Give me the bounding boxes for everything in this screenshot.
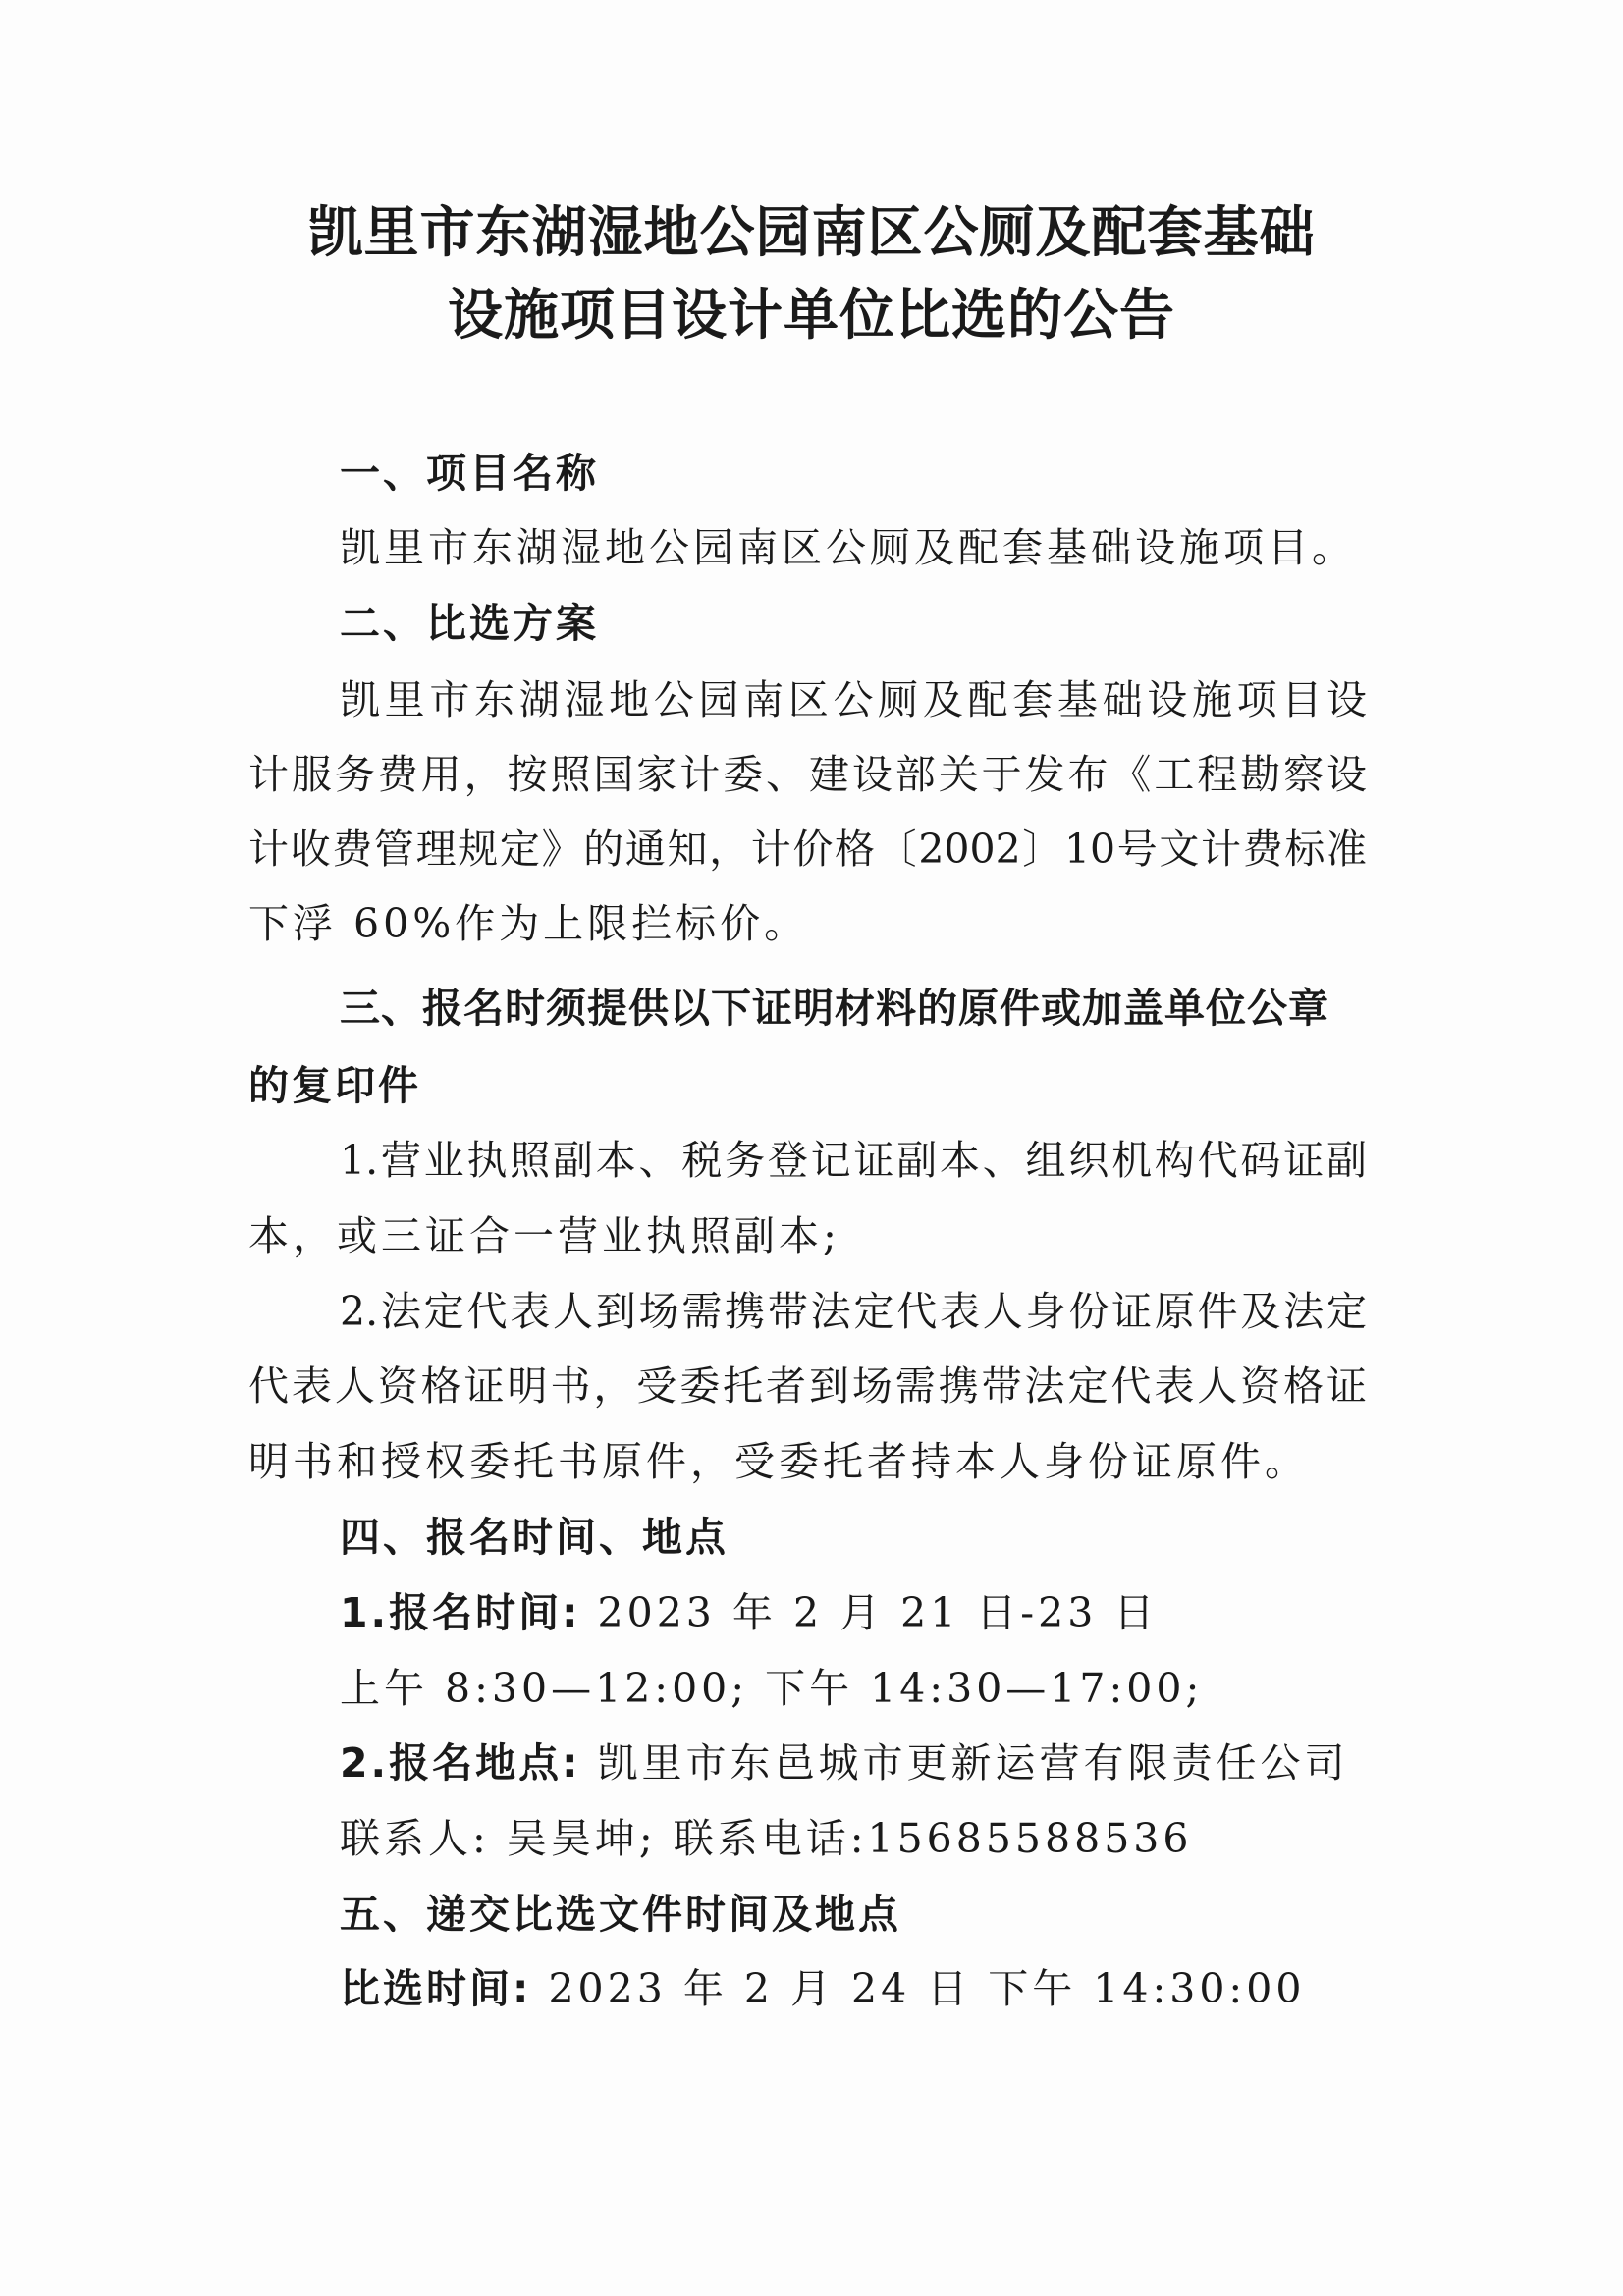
section-3-item-2-line-3: 明书和授权委托书原件，受委托者持本人身份证原件。 [248,1438,1309,1485]
section-2-heading: 二、比选方案 [340,600,599,647]
section-4-heading: 四、报名时间、地点 [340,1514,729,1561]
section-3-heading-line-2: 的复印件 [248,1062,421,1109]
section-3-heading-line-1: 三、报名时须提供以下证明材料的原件或加盖单位公章 [340,985,1329,1032]
section-2-line-1: 凯里市东湖湿地公园南区公厕及配套基础设施项目设 [340,676,1367,723]
section-5-heading: 五、递交比选文件时间及地点 [340,1891,901,1938]
registration-time-value: 2023 年 2 月 21 日-23 日 [597,1589,1159,1636]
section-1-heading: 一、项目名称 [340,450,599,497]
registration-place-label: 2.报名地点: [340,1739,581,1787]
registration-time-label: 1.报名时间: [340,1589,581,1636]
registration-time [340,1588,1158,1637]
section-3-item-2-line-1: 2.法定代表人到场需携带法定代表人身份证原件及法定 [340,1288,1367,1335]
document-title-line-1: 凯里市东湖湿地公园南区公厕及配套基础 [307,201,1316,265]
section-3-item-2-line-2: 代表人资格证明书，受委托者到场需携带法定代表人资格证 [248,1362,1367,1410]
section-3-item-1-line-2: 本，或三证合一营业执照副本; [248,1212,840,1259]
document-title-line-2: 设施项目设计单位比选的公告 [448,284,1175,347]
section-2-line-4: 下浮 60%作为上限拦标价。 [248,900,809,947]
selection-time [340,1964,1305,2013]
registration-hours: 上午 8:30—12:00; 下午 14:30—17:00; [340,1665,1204,1712]
section-2-line-3: 计收费管理规定》的通知，计价格〔2002〕10号文计费标准 [248,826,1367,873]
registration-place [340,1738,1349,1788]
selection-time-label: 比选时间: [340,1965,532,2012]
contact-info: 联系人: 吴昊坤; 联系电话:15685588536 [340,1815,1193,1862]
registration-place-value: 凯里市东邑城市更新运营有限责任公司 [597,1739,1349,1787]
section-1-body: 凯里市东湖湿地公园南区公厕及配套基础设施项目。 [340,524,1356,571]
section-2-line-2: 计服务费用，按照国家计委、建设部关于发布《工程勘察设 [248,751,1367,798]
selection-time-value: 2023 年 2 月 24 日 下午 14:30:00 [548,1965,1306,2012]
section-3-item-1-line-1: 1.营业执照副本、税务登记证副本、组织机构代码证副 [340,1137,1367,1184]
